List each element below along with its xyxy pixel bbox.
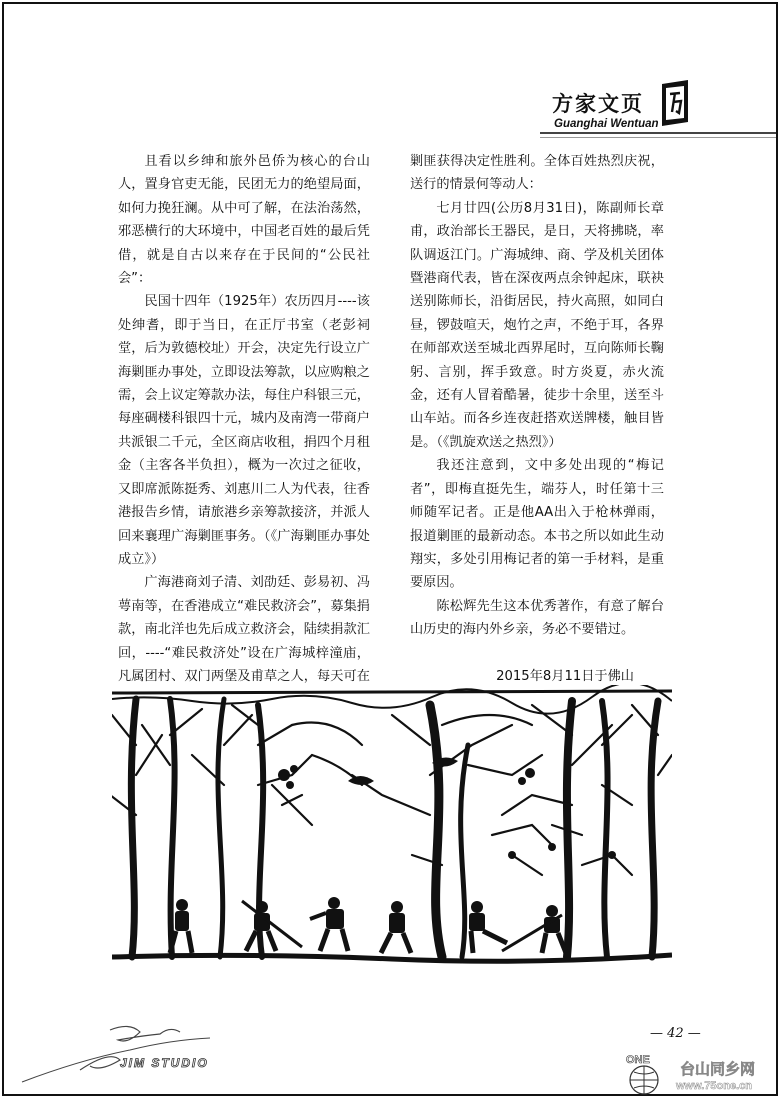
header-divider — [540, 132, 776, 134]
site-watermark-brand: ONE — [626, 1054, 650, 1066]
section-logo-icon — [660, 80, 690, 126]
paragraph: 我还注意到，文中多处出现的“梅记者”，即梅直挺先生，端芬人，时任第十三师随军记者。正是他AA出入于枪林弹雨，报道剿匪的最新动态。本书之所以如此生动翔实，多处引用梅记者的第一手材料，是重要原因。 — [410, 458, 664, 591]
site-watermark-url: www.75one.cn — [676, 1080, 753, 1092]
studio-watermark-text: JIM STUDIO — [120, 1056, 209, 1070]
forest-woodcut-illustration — [112, 685, 672, 975]
site-watermark-name: 台山同乡网 — [680, 1060, 756, 1078]
signature-watermark — [20, 1020, 230, 1090]
right-text-column — [410, 150, 664, 758]
paragraph: 剿匪获得决定性胜利。全体百姓热烈庆祝，送行的情景何等动人： — [410, 154, 664, 193]
paragraph: 民国十四年（1925年）农历四月----该处绅耆，即于当日，在正厅书室（老彭祠堂，后为敦德校址）开会，决定先行设立广海剿匪办事处，立即设法筹款，以应购粮之需，会上议定筹款办法，每住户科银三元，每座碉楼科银四十元，城内及南湾一带商户共派银二千元，全区商店收租，捐四个月租金（主客各半负担），概为一次过之征收，又即席派陈挺秀、刘惠川二人为代表，往香港报告乡情，请旅港乡亲筹款接济，并派人回来襄理广海剿匪事务。（《广海剿匪办事处成立》） — [118, 294, 370, 567]
section-title: 方家文页 — [552, 92, 644, 116]
section-subtitle: Guanghai Wentuan — [554, 118, 659, 130]
page-number: — 42 — — [650, 1026, 701, 1041]
date-signature: 2015年8月11日于佛山 — [496, 668, 634, 684]
paragraph: 七月廿四(公历8月31日)，陈副师长章甫，政治部长王器民，是日，天将拂晓，率队调返江门。广海城绅、商、学及机关团体暨港商代表，皆在深夜两点余钟起床，联袂送别陈师长，沿街居民，持火高照，如同白昼，锣鼓喧天，炮竹之声，不绝于耳，各界在师部欢送至城北西界尾时，互向陈师长鞠躬、言别，挥手致意。时方炎夏，赤火流金，还有人冒着酷暑，徒步十余里，送至斗山车站。而各乡连夜赶搭欢送牌楼，触目皆是。（《凯旋欢送之热烈》） — [410, 200, 664, 450]
paragraph: 陈松辉先生这本优秀著作，有意了解台山历史的海内外乡亲，务必不要错过。 — [410, 598, 664, 638]
header-divider-thin — [540, 137, 776, 138]
paragraph: 广海港商刘子清、刘劭廷、彭易初、冯萼南等，在香港成立“难民救济会”，募集捐款，南北洋也先后成立救济会，陆续捐款汇回，----“难民救济处”设在广海城梓潼庙，凡属团村、双门两堡及甫草之人，每天可在 — [118, 575, 370, 684]
paragraph: 且看以乡绅和旅外邑侨为核心的台山人，置身官吏无能，民团无力的绝望局面，如何力挽狂澜。从中可了解，在法治荡然，邪恶横行的大环境中，中国老百姓的最后凭借，就是自古以来存在于民间的“公民社会”： — [118, 154, 370, 287]
